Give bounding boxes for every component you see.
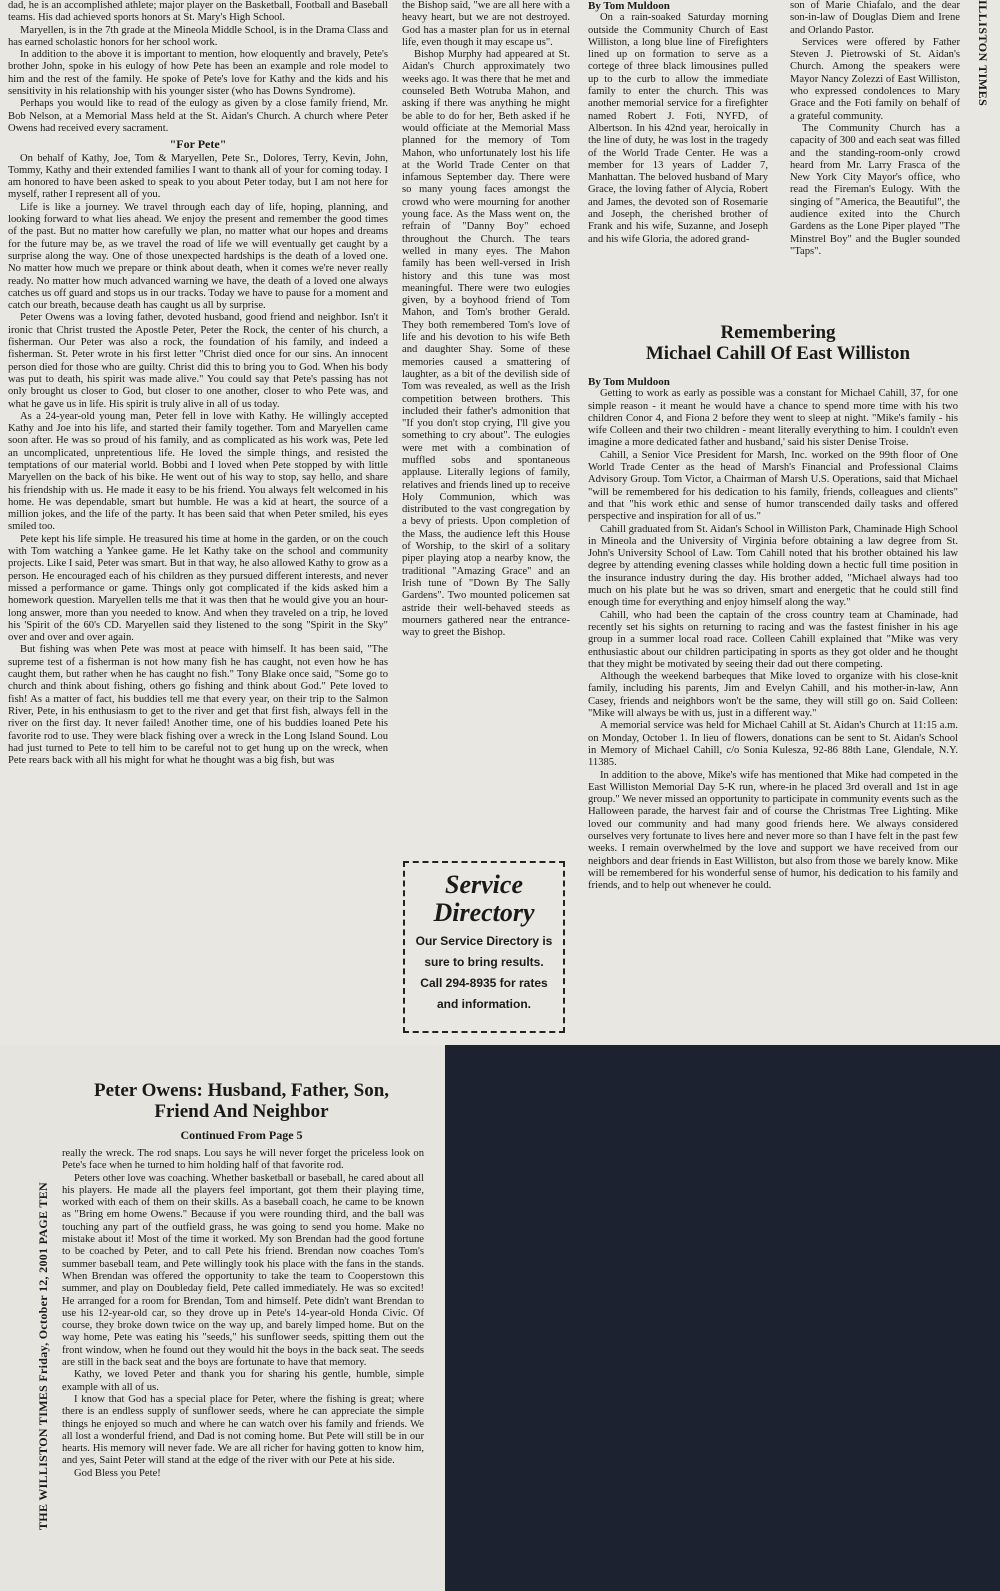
headline-line: Remembering [720,322,836,343]
headline-line: Michael Cahill Of East Williston [645,343,911,364]
mahon-article-column [402,0,570,842]
paragraph: In addition to the above, Mike's wife has mentioned that Mike had competed in the East Williston Memorial Day 5-K run, where-in he placed 3rd overall and 1st in age group." We never missed an opportunity to participate in community events such as the Halloween parade, the harvest fair and of course the Christmas Tree Lighting. Mike loved our community and had many good friends here. We always considered ourselves very fortunate to lives here and never more so than I have felt in the past few weeks. I remain overwhelmed by the love and support we have received from our neighbors and dear friends in East Williston, but also from those we barely know. Mike will be remembered for his wonderful sense of humor, his dedication to his family and friends, and to help out whenever he could. [588,769,958,892]
continued-from-label: Continued From Page 5 [180,1128,303,1142]
paragraph: Getting to work as early as possible was a constant for Michael Cahill, 37, for one simple reason - it meant he would have a chance to spend more time with his two children Conor 4, and Fiona 2 before they went to sleep at night. "Mike's family - his wife Colleen and their two children - meant literally everything to him. I couldn't even imagine a more dedicated father and husband,' said his sister Denise Troise. [588,388,958,449]
masthead-fragment [972,0,994,112]
paragraph: Peters other love was coaching. Whether basketball or baseball, he cared about all his players. He made all the players feel important, got them their playing time, worked with each of them on their skills. As a baseball coach, he came to be known as "Bring em home Owens." Because if you were rounding third, and the ball was touching any part of the outfield grass, he was going to send you home. Make no mistake about it! Most of the time it worked. My son Brendan had the good fortune to be coached by Peter, and to call Pete his friend. Brendan now coaches Tom's summer baseball team, and Pete willingly took his place with the fans in the stands. When Brendan was offered the opportunity to take the team to Cooperstown this summer, and play on Doubleday field, Pete called immediately. He was so excited! He arranged for a room for Brendan, Tom and himself. Pete didn't want Brendan to use his 12-year-old car, so they drove up in Pete's 14-year-old Honda Civic. Of course, they broke down twice on the way up, and barely limped home. But on the way home, Pete was eating his "seeds," his sunflower seeds, spitting them out the front window, when he found out they would hit the boys in the back seat. The seeds are still in the back seat and the boys are fortunate to have that memory. [62,1172,424,1369]
service-directory-ad [403,861,565,1033]
paragraph: Services were offered by Father Steven J. Pietrowski of St. Aidan's Church. Among the speakers were Mayor Nancy Zolezzi of East Williston, who expressed condolences to Mary Grace and the Foti family on behalf of a grateful community. [790,36,960,122]
paragraph: Bishop Murphy had appeared at St. Aidan's Church approximately two weeks ago. It was there that he met and counseled Beth Wotruba Mahon, and asking if there was anything he might be able to do for her, Beth asked if he would officiate at the Memorial Mass planned for the memory of Tom Mahon, who unfortunately lost his life at the World Trade Center on that infamous September day. There were so many young faces amongst the crowd who were mourning for another young face. As the Mass went on, the refrain of "Danny Boy" echoed throughout the Church. The tears welled in many eyes. The Mahon family has been well-versed in Irish history and this tune was most meaningful. There were two eulogies given, by a boyhood friend of Tom Mahon, and Tom's brother Gerald. They both remembered Tom's love of life and his devotion to his wife Beth and daughter Shay. Some of these memories caused a smattering of laughter, as a bit of the devilish side of Tom was revealed, as well as the Irish competition between brothers. This included their father's admonition that "If you don't stop crying, I'll give you something to cry about". The eulogies were met with a combination of muffled sobs and spontaneous applause. Literally legions of family, relatives and friends lined up to receive Holy Communion, which was distributed to the vast congregation by a bevy of priests. Upon completion of the Mass, the audience left this House of Worship, to the skirl of a solitary piper playing atop a nearby know, the traditional "Amazing Grace" and an Irish tune of "Down By The Sally Gardens". Two mounted policemen sat astride their well-behaved steeds as mourners gathered near the entrance-way to greet the Bishop. [402,49,570,639]
paragraph: Kathy, we loved Peter and thank you for sharing his gentle, humble, simple example with all of us. [62,1369,424,1393]
ad-body [405,931,563,1015]
paragraph: A memorial service was held for Michael Cahill at St. Aidan's Church at 11:15 a.m. on Monday, October 1. In lieu of flowers, donations can be sent to St. Aidan's School in Memory of Michael Cahill, c/o Sonia Kulesza, 92-86 88th Lane, Glendale, N.Y. 11385. [588,720,958,769]
paragraph: really the wreck. The rod snaps. Lou says he will never forget the priceless look on Pete's face when he turned to him holding half of that favorite rod. [62,1148,424,1172]
paragraph: dad, he is an accomplished athlete; major player on the Basketball, Football and Baseball teams. His dad achieved sports honors at St. Mary's High School. [8,0,388,24]
ad-text-line: Our Service Directory is [415,934,553,948]
paragraph: Cahill graduated from St. Aidan's School in Williston Park, Chaminade High School in Mineola and the University of Virginia before obtaining a law degree from St. John's University School of Law. Tom Cahill noted that his brother obtained his law degree by attending evening classes while holding down a hectic full time position in the insurance industry during the day. His brother added, "Michael always had too much on his plate but he was so driven, smart and energetic that he could still find enough time for everything and enjoy himself along the way." [588,523,958,609]
paragraph: Life is like a journey. We travel through each day of life, hoping, planning, and looking forward to what lies ahead. We enjoy the present and remember the good times of the past. But no matter how carefully we plan, no matter what our hopes and dreams for the future may be, as we travel the road of life we will eventually get caught by a surprise along the way. One of those unexpected hardships is the death of a loved one. No matter how much we prepare or think about death, when it comes we're never really ready. No matter how much advanced warning we have, the death of a loved one always catches us off guard and stops us in our tracks. Today we have to pause for a moment and catch our breath, because death has caught us all by surprise. [8,201,388,312]
byline: By Tom Muldoon [588,0,670,12]
dateline-text: THE WILLISTON TIMES Friday, October 12, 2001 PAGE TEN [36,1182,50,1530]
paragraph: On behalf of Kathy, Joe, Tom & Maryellen, Pete Sr., Dolores, Terry, Kevin, John, Tommy, Kathy and their extended families I want to thank all of your for coming today. I am honored to have been asked to speak to you about Peter today, but I am not here for myself, rather I represent all of you. [8,152,388,201]
paragraph: Perhaps you would like to read of the eulogy as given by a close family friend, Mr. Bob Nelson, at a Memorial Mass held at the St. Aidan's Church. A church where Peter Owens had received every sacrament. [8,98,388,134]
cahill-article-body [588,376,958,1031]
subhead-for-pete: "For Pete" [169,137,227,152]
masthead-text: ILLISTON TIMES [976,0,990,107]
byline: By Tom Muldoon [588,376,670,388]
owens-headline [54,1080,429,1122]
paragraph: On a rain-soaked Saturday morning outside the Community Church of East Williston, a long blue line of Firefighters lined up on formation to serve as a cortege of three black limousines pulled up to the curb to allow the immediate family to enter the church. This was another memorial service for a firefighter named Robert J. Foti, NYFD, of Albertson. In his 42nd year, heroically in the line of duty, he was lost in the tragedy of the World Trade Center. He was a member for 13 years of Ladder 7, Manhattan. The beloved husband of Mary Grace, the loving father of Alycia, Robert and James, the devoted son of Rosemarie and Joseph, the cherished brother of Frank and his wife, Suzanne, and Joseph and his wife Gloria, the adored grand- [588,12,768,245]
paragraph: Cahill, a Senior Vice President for Marsh, Inc. worked on the 99th floor of One World Trade Center as the head of Marsh's Financial and Professional Claims Advisory Group. Tom Victor, a Chairman of Marsh U.S. Operations, said that Michael "will be remembered for his dedication to his family, friends, colleagues and clients" and that "his work ethic and sense of humor transcended daily tasks and offered perspective and inspiration for all of us." [588,449,958,523]
ad-text-line: and information. [437,997,531,1011]
owens-article-column-1 [8,0,388,1000]
paragraph: I know that God has a special place for Peter, where the fishing is great; where there is an endless supply of sunflower seeds, where he can appreciate the simple things he enjoyed so much and where he can watch over his family and friends. We all lost a wonderful friend, and Dad is not coming home. But Pete will still be in our hearts. His memory will never fade. We are all richer for having gotten to know him, and yes, Saint Peter will stand at the edge of the river with our Pete at his side. [62,1393,424,1467]
headline-line: Friend And Neighbor [154,1101,329,1122]
paragraph: Peter Owens was a loving father, devoted husband, good friend and neighbor. Isn't it ironic that Christ trusted the Apostle Peter, Peter the Rock, the center of his church, a fisherman. Our Peter was also a rock, the foundation of his family, and indeed a fisherman. St. Peter wrote in his first letter "Christ died once for our sins. An innocent person died for those who are guilty. Christ did this to bring you to God. When his body was put to death, his spirit was made alive." You could say that Pete's passing has not only brought us closer to God, but closer to one another, closer to who Pete was, and what he gave us in life. His spirit is truly alive in all of us today. [8,312,388,410]
owens-continued-body [62,1148,424,1585]
ad-title-line-2: Directory [433,898,535,927]
paragraph: the Bishop said, "we are all here with a heavy heart, but we are not destroyed. God has a master plan for us in eternal life, even though it may escape us". [402,0,570,48]
foti-article-column-1 [588,0,768,317]
paragraph: The Community Church has a capacity of 300 and each seat was filled and the standing-room-only crowd heard from Mr. Larry Frasca of the New York City Mayor's office, who read the Fireman's Eulogy. With the singing of "America, the Beautiful", the audience exited into the Church Gardens as the Lone Piper played "The Minstrel Boy" and the Bugler sounded "Taps". [790,122,960,257]
paragraph: son of Marie Chiafalo, and the dear son-in-law of Douglas Diem and Irene and Orlando Pastor. [790,0,960,36]
foti-article-column-2 [790,0,960,317]
paragraph: In addition to the above it is important to mention, how eloquently and bravely, Pete's brother John, spoke in his eulogy of how Pete has been an example and role model to him and the rest of the family. He spoke of Pete's love for Kathy and the kids and his sensitivity in his relationship with his younger sister (who has Downs Syndrome). [8,49,388,98]
paragraph: But fishing was when Pete was most at peace with himself. It has been said, "The supreme test of a fisherman is not how many fish he has caught, not even how he has caught them, but rather when he has caught no fish." Tony Blake once said, "Some go to church and think about fishing, others go fishing and think about God." Pete loved to fish! As a matter of fact, his buddies tell me that every year, on their trip to the Salmon River, Pete, in his enthusiasm to get to the river and get that first fish, always fell in the river on the first day. It never failed! Another time, one of his buddies loaned Pete his favorite rod to use. They were black fishing over a wreck in the Long Island Sound. Lou had just turned to Pete to tell him to be careful not to get hung up on the wreck, when Pete rears back with all his might for what he thought was a big fish, but was [8,644,388,767]
paragraph: Although the weekend barbeques that Mike loved to organize with his close-knit family, including his parents, Jim and Evelyn Cahill, and his mother-in-law, Ann Casey, friends and neighbors won't be the same, they will still go on. Said Colleen: "Mike will always be with us, just in a different way." [588,671,958,720]
ad-text-line: Call 294-8935 for rates [420,976,548,990]
paragraph: God Bless you Pete! [74,1467,161,1479]
headline-line: Peter Owens: Husband, Father, Son, [93,1080,390,1101]
paragraph: Maryellen, is in the 7th grade at the Mineola Middle School, is in the Drama Class and has earned scholastic honors for her school work. [8,24,388,48]
ad-title-line-1: Service [445,870,523,899]
paragraph: As a 24-year-old young man, Peter fell in love with Kathy. He willingly accepted Kathy and Joe into his life, and started their family together. Tom and Maryellen came soon after. He was so proud of his family, and as complicated as his work was, Pete led an uncomplicated, unpretentious life. He loved the simple things, and resisted the temptations of our material world. Bobbi and I loved when Pete stopped by with little Maryellen on the back of his bike. He went out of his way to stop, say hello, and share his friendship with us. He made it easy to be his friend. You always felt welcomed in his home. He was dependable, smart but humble. He was a kid at heart, the source of a million jokes, and the life of the party. It has been said that when Peter smiled, his eyes smiled too. [8,410,388,533]
ad-text-line: sure to bring results. [424,955,544,969]
paragraph: Cahill, who had been the captain of the cross country team at Chaminade, had recently set his sights on returning to racing and was the fastest finisher in his age group in a summer local road race. Colleen Cahill explained that "Mike was very enthusiastic about our children participating in sports as they got older and he thought that they might be motivated by seeing their dad out there competing. [588,609,958,670]
dark-background [445,1110,1000,1591]
paragraph: Pete kept his life simple. He treasured his time at home in the garden, or on the couch with Tom watching a Yankee game. He let Kathy take on the school and community projects. Like I said, Peter was smart. But in that way, he also allowed Kathy to grow as a person. He encouraged each of his children as they pursued different interests, and never missed a performance or game. Things only got complicated if the kids asked him a homework question. Maryellen tells me that it was then that he would give you an hour-long answer, more than you needed to know. And when they traveled on a trip, he loved his 'Spirit of the 60's CD. Maryellen said they listened to the song "Spirit in the Sky" over and over and over again. [8,533,388,644]
cahill-headline [588,322,968,364]
